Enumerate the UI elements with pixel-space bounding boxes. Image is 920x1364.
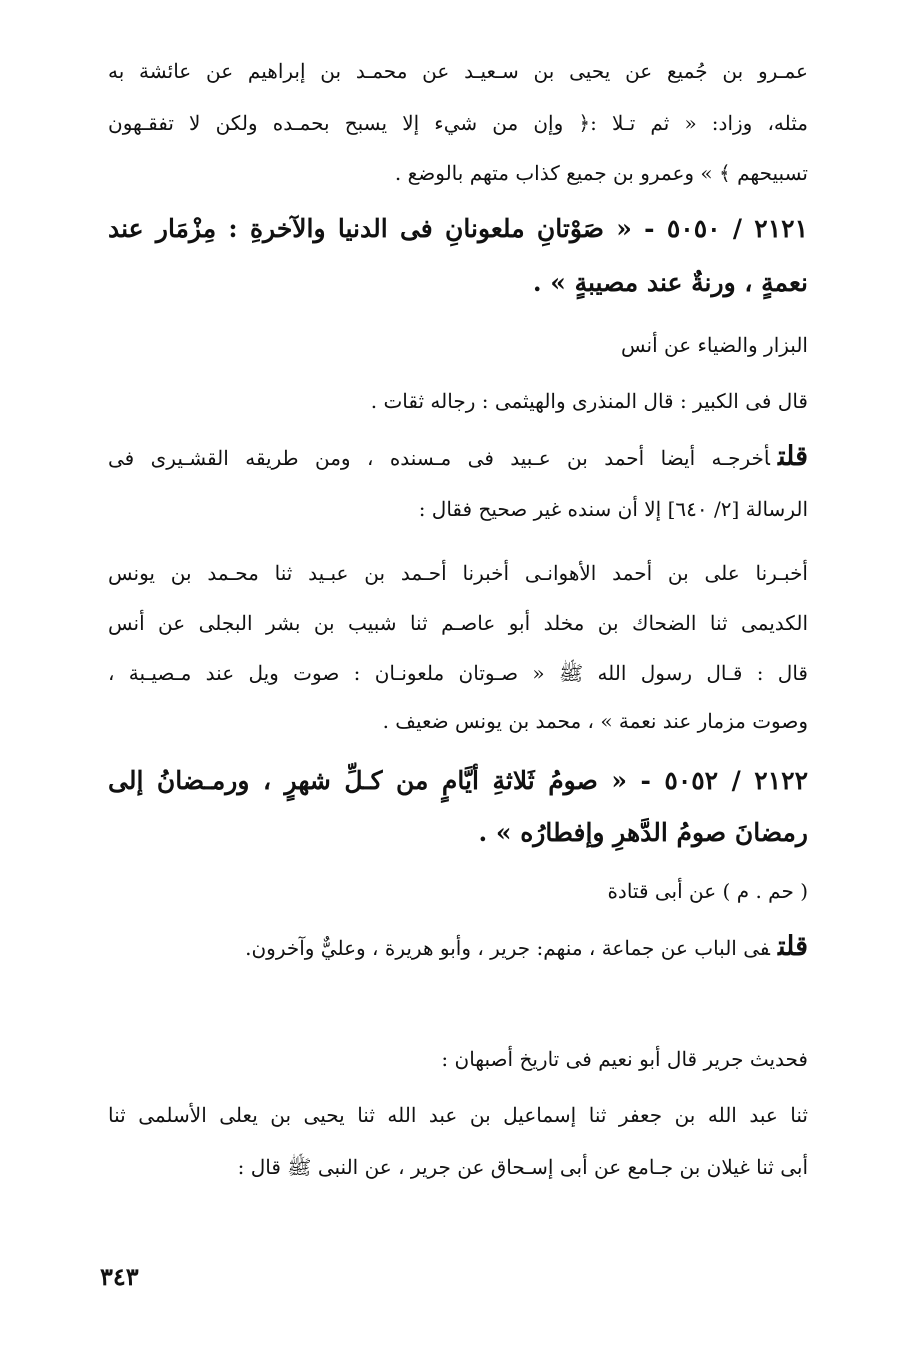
hadith-heading-line: رمضانَ صومُ الدَّهرِ وإفطارُه » . bbox=[478, 818, 808, 847]
qultu-text: أخرجـه أيضا أحمد بن عـبيد فى مـسنده ، ومن طريقه القشـيرى فى bbox=[108, 446, 770, 470]
text-line: ثنا عبد الله بن جعفر ثنا إسماعيل بن عبد الله ثنا يحيى بن يعلى الأسلمى ثنا bbox=[108, 1103, 808, 1127]
hadith-heading-line: ٢١٢٢ / ٥٠٥٢ - « صومُ ثَلاثةِ أيَّامٍ من كـلِّ شهرٍ ، ورمـضانُ إلى bbox=[108, 766, 808, 795]
qultu-paragraph-line bbox=[108, 442, 808, 473]
qultu-text: فى الباب عن جماعة ، منهم: جرير ، وأبو هريرة ، وعليٌّ وآخرون. bbox=[245, 936, 770, 960]
text-line: قال : قـال رسول الله ﷺ « صـوتان ملعونـان : صوت ويل عند مـصيـبة ، bbox=[108, 661, 808, 685]
qultu-label: قلت bbox=[778, 441, 808, 472]
text-line: فحديث جرير قال أبو نعيم فى تاريخ أصبهان : bbox=[441, 1047, 808, 1071]
text-line: قال فى الكبير : قال المنذرى والهيثمى : رجاله ثقات . bbox=[370, 389, 808, 413]
text-line: عمـرو بن جُميع عن يحيى بن سـعيـد عن محمـد بن إبراهيم عن عائشة به bbox=[108, 59, 808, 83]
hadith-heading-line: نعمةٍ ، ورنةٌ عند مصيبةٍ » . bbox=[532, 268, 808, 297]
text-line: أبى ثنا غيلان بن جـامع عن أبى إسـحاق عن جرير ، عن النبى ﷺ قال : bbox=[237, 1155, 808, 1179]
source-line: البزار والضياء عن أنس bbox=[621, 333, 808, 357]
text-line: الرسالة [٢/ ٦٤٠] إلا أن سنده غير صحيح فقال : bbox=[418, 497, 808, 521]
text-line: أخبـرنا على بن أحمد الأهوانـى أخبرنا أحـمد بن عبـيد ثنا محـمد بن يونس bbox=[108, 561, 808, 585]
text-line: مثله، وزاد: « ثم تـلا :﴿ وإن من شيء إلا يسبح بحمـده ولكن لا تفقـهون bbox=[108, 111, 808, 135]
qultu-paragraph-line bbox=[108, 932, 808, 963]
text-line: الكديمى ثنا الضحاك بن مخلد أبو عاصـم ثنا شبيب بن بشر البجلى عن أنس bbox=[108, 611, 808, 635]
qultu-label: قلت bbox=[778, 931, 808, 962]
source-line: ( حم . م ) عن أبى قتادة bbox=[607, 879, 808, 903]
text-line: تسبيحهم ﴾ » وعمرو بن جميع كذاب متهم بالوضع . bbox=[394, 161, 808, 185]
hadith-heading-line: ٢١٢١ / ٥٠٥٠ - « صَوْتانِ ملعونانِ فى الدنيا والآخرةِ : مِزْمَار عند bbox=[108, 214, 808, 243]
text-line: وصوت مزمار عند نعمة » ، محمد بن يونس ضعيف . bbox=[382, 709, 808, 733]
page-number: ٣٤٣ bbox=[100, 1262, 139, 1291]
